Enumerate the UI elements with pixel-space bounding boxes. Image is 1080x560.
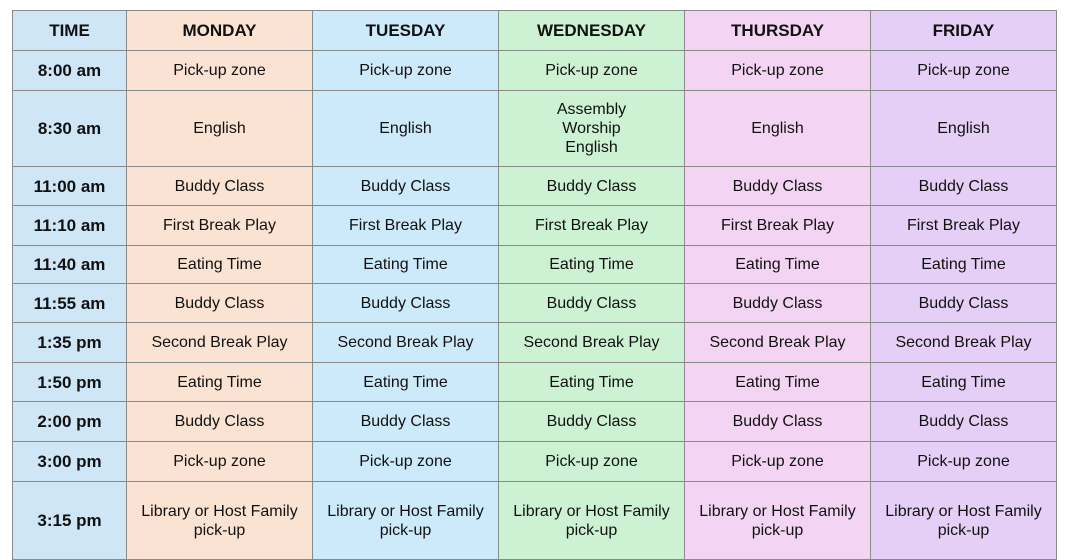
schedule-container — [12, 10, 1057, 560]
activity-cell-wednesday — [499, 167, 685, 206]
activity-cell-friday — [871, 482, 1057, 560]
activity-text: First Break Play — [349, 217, 462, 234]
activity-cell-thursday — [685, 442, 871, 482]
activity-text: Pick-up zone — [731, 453, 824, 470]
activity-cell-thursday — [685, 284, 871, 323]
activity-text: Pick-up zone — [359, 62, 452, 79]
activity-text: Buddy Class — [174, 413, 265, 430]
activity-cell-wednesday — [499, 402, 685, 442]
activity-cell-tuesday — [313, 284, 499, 323]
activity-text: Second Break Play — [523, 334, 660, 351]
activity-cell-monday — [127, 482, 313, 560]
schedule-row — [13, 91, 1057, 167]
activity-cell-thursday — [685, 167, 871, 206]
activity-text: Library or Host Family — [885, 502, 1042, 520]
activity-text: Pick-up zone — [545, 62, 638, 79]
activity-cell-monday — [127, 323, 313, 363]
activity-cell-monday — [127, 246, 313, 284]
time-cell: 11:10 am — [13, 206, 127, 246]
activity-text: Eating Time — [177, 373, 262, 391]
activity-text: Pick-up zone — [917, 62, 1010, 79]
activity-cell-wednesday — [499, 91, 685, 167]
time-cell: 3:15 pm — [13, 482, 127, 560]
activity-text: Buddy Class — [546, 294, 637, 312]
time-cell: 8:00 am — [13, 51, 127, 91]
activity-cell-tuesday — [313, 206, 499, 246]
activity-cell-friday — [871, 167, 1057, 206]
schedule-row — [13, 246, 1057, 284]
activity-cell-thursday — [685, 206, 871, 246]
activity-cell-monday — [127, 91, 313, 167]
activity-text: Eating Time — [549, 256, 634, 273]
header-monday: MONDAY — [127, 11, 313, 51]
activity-cell-tuesday — [313, 323, 499, 363]
activity-cell-thursday — [685, 402, 871, 442]
activity-text: pick-up — [565, 521, 618, 539]
schedule-row — [13, 167, 1057, 206]
activity-text: Second Break Play — [709, 334, 846, 351]
schedule-body — [13, 51, 1057, 560]
schedule-row — [13, 51, 1057, 91]
activity-cell-wednesday — [499, 284, 685, 323]
schedule-row — [13, 206, 1057, 246]
activity-text: pick-up — [193, 521, 246, 539]
activity-cell-monday — [127, 206, 313, 246]
activity-cell-thursday — [685, 363, 871, 402]
activity-cell-monday — [127, 51, 313, 91]
activity-text: English — [193, 120, 246, 137]
activity-cell-thursday — [685, 482, 871, 560]
activity-cell-monday — [127, 442, 313, 482]
schedule-row — [13, 442, 1057, 482]
activity-cell-monday — [127, 363, 313, 402]
activity-text: Buddy Class — [918, 294, 1009, 312]
activity-text: Buddy Class — [360, 294, 451, 312]
activity-cell-tuesday — [313, 402, 499, 442]
activity-text: Eating Time — [735, 373, 820, 391]
time-cell: 1:35 pm — [13, 323, 127, 363]
schedule-row — [13, 402, 1057, 442]
activity-text: Eating Time — [363, 373, 448, 391]
activity-text: Eating Time — [735, 256, 820, 273]
activity-text: Pick-up zone — [545, 453, 638, 470]
activity-text: Library or Host Family — [327, 502, 484, 520]
activity-cell-friday — [871, 206, 1057, 246]
activity-text: Buddy Class — [732, 177, 823, 195]
activity-cell-tuesday — [313, 91, 499, 167]
activity-cell-wednesday — [499, 206, 685, 246]
activity-cell-thursday — [685, 51, 871, 91]
weekly-schedule-table — [12, 10, 1057, 560]
activity-text: Pick-up zone — [359, 453, 452, 470]
time-cell: 11:40 am — [13, 246, 127, 284]
time-cell: 2:00 pm — [13, 402, 127, 442]
header-row — [13, 11, 1057, 51]
time-cell: 3:00 pm — [13, 442, 127, 482]
activity-text: First Break Play — [535, 217, 648, 234]
activity-cell-monday — [127, 167, 313, 206]
time-cell: 11:55 am — [13, 284, 127, 323]
activity-cell-tuesday — [313, 363, 499, 402]
activity-text: Buddy Class — [174, 177, 265, 195]
activity-text: Second Break Play — [337, 334, 474, 351]
activity-cell-friday — [871, 284, 1057, 323]
activity-text: Library or Host Family — [513, 502, 670, 520]
header-time: TIME — [13, 11, 127, 51]
activity-text: English — [379, 120, 432, 137]
activity-text: Library or Host Family — [699, 502, 856, 520]
activity-cell-tuesday — [313, 442, 499, 482]
activity-text: Pick-up zone — [173, 62, 266, 79]
activity-cell-friday — [871, 442, 1057, 482]
activity-cell-wednesday — [499, 246, 685, 284]
time-cell: 1:50 pm — [13, 363, 127, 402]
activity-text: Assembly — [556, 101, 627, 118]
header-friday: FRIDAY — [871, 11, 1057, 51]
activity-text: Buddy Class — [360, 177, 451, 195]
activity-text: Buddy Class — [732, 413, 823, 430]
activity-text: pick-up — [751, 521, 804, 539]
activity-text: Buddy Class — [732, 294, 823, 312]
activity-text: Buddy Class — [360, 413, 451, 430]
activity-cell-tuesday — [313, 482, 499, 560]
activity-cell-friday — [871, 51, 1057, 91]
activity-text: Buddy Class — [918, 413, 1009, 430]
header-thursday: THURSDAY — [685, 11, 871, 51]
activity-text: Eating Time — [921, 373, 1006, 391]
activity-text: Buddy Class — [918, 177, 1009, 195]
activity-text: First Break Play — [907, 217, 1020, 234]
activity-cell-friday — [871, 363, 1057, 402]
schedule-row — [13, 482, 1057, 560]
activity-text: Buddy Class — [546, 177, 637, 195]
activity-cell-wednesday — [499, 51, 685, 91]
activity-cell-wednesday — [499, 363, 685, 402]
activity-text: Eating Time — [363, 256, 448, 273]
activity-cell-friday — [871, 402, 1057, 442]
activity-text: Library or Host Family — [141, 502, 298, 520]
activity-text: Buddy Class — [174, 294, 265, 312]
activity-text: Pick-up zone — [917, 453, 1010, 470]
header-wednesday: WEDNESDAY — [499, 11, 685, 51]
time-cell: 11:00 am — [13, 167, 127, 206]
activity-text: Second Break Play — [895, 334, 1032, 351]
activity-text: Worship — [562, 120, 621, 137]
time-cell: 8:30 am — [13, 91, 127, 167]
activity-text: English — [751, 120, 804, 137]
activity-cell-tuesday — [313, 167, 499, 206]
activity-cell-tuesday — [313, 51, 499, 91]
schedule-row — [13, 363, 1057, 402]
activity-cell-friday — [871, 246, 1057, 284]
activity-cell-wednesday — [499, 442, 685, 482]
activity-text: First Break Play — [163, 217, 276, 234]
activity-cell-thursday — [685, 323, 871, 363]
activity-text: First Break Play — [721, 217, 834, 234]
activity-text: English — [565, 139, 618, 156]
activity-text: English — [937, 120, 990, 137]
header-tuesday: TUESDAY — [313, 11, 499, 51]
activity-cell-thursday — [685, 91, 871, 167]
activity-cell-tuesday — [313, 246, 499, 284]
activity-cell-wednesday — [499, 482, 685, 560]
activity-cell-friday — [871, 91, 1057, 167]
activity-cell-monday — [127, 402, 313, 442]
activity-text: Eating Time — [549, 373, 634, 391]
activity-cell-monday — [127, 284, 313, 323]
activity-cell-friday — [871, 323, 1057, 363]
activity-text: Eating Time — [177, 256, 262, 273]
schedule-row — [13, 323, 1057, 363]
activity-cell-thursday — [685, 246, 871, 284]
activity-cell-wednesday — [499, 323, 685, 363]
activity-text: Second Break Play — [151, 334, 288, 351]
activity-text: pick-up — [937, 521, 990, 539]
schedule-row — [13, 284, 1057, 323]
activity-text: pick-up — [379, 521, 432, 539]
activity-text: Buddy Class — [546, 413, 637, 430]
activity-text: Pick-up zone — [731, 62, 824, 79]
activity-text: Eating Time — [921, 256, 1006, 273]
activity-text: Pick-up zone — [173, 453, 266, 470]
